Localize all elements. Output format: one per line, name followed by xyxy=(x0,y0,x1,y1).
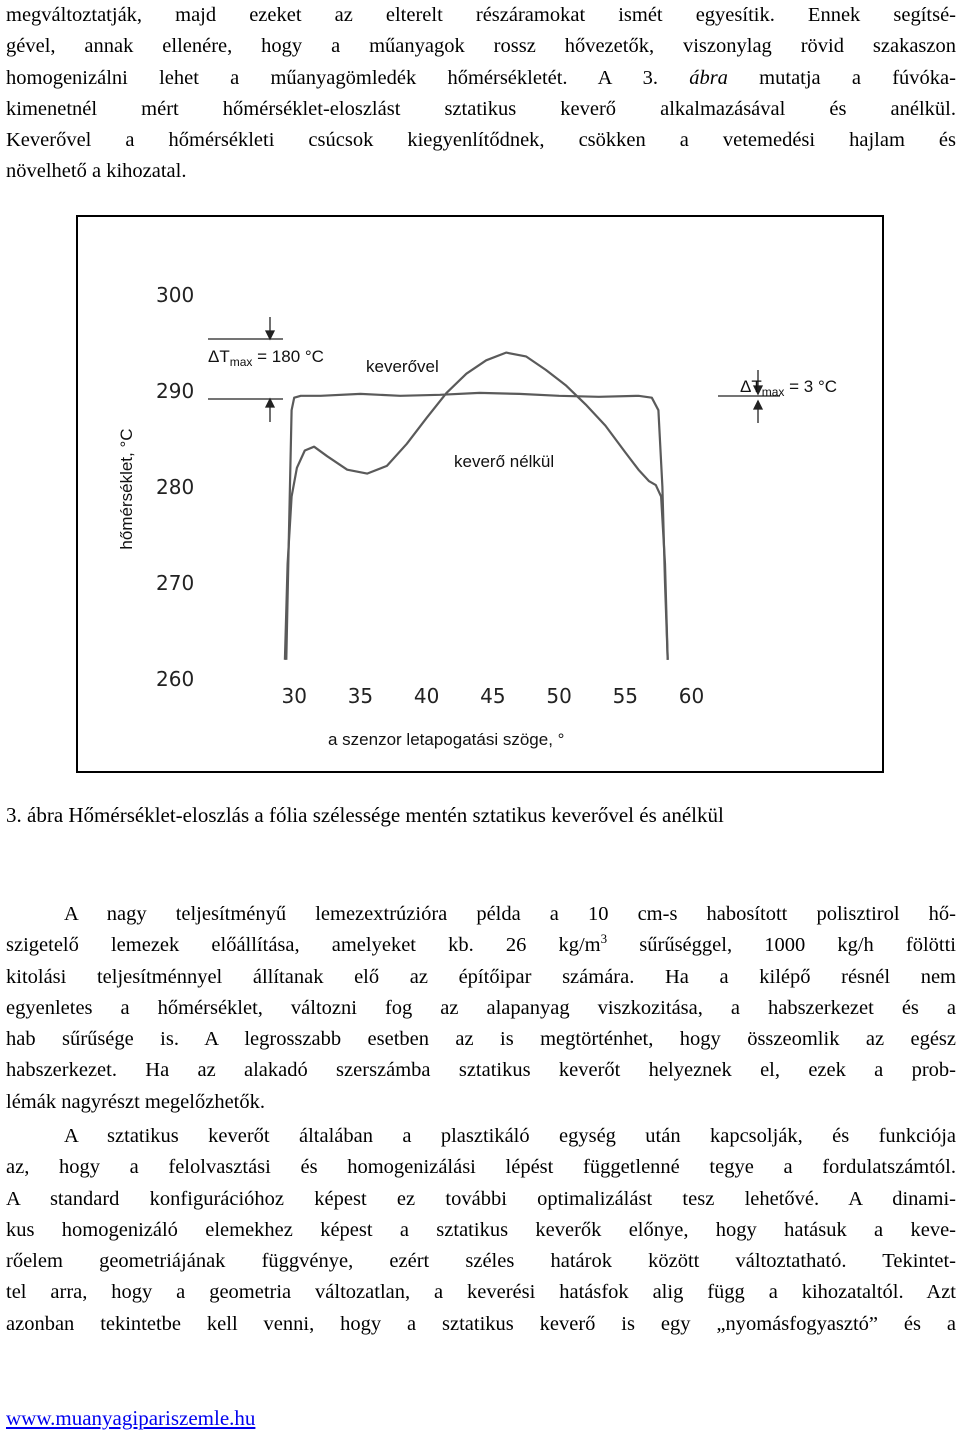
x-tick-label: 30 xyxy=(281,684,307,708)
delta-right-label: $\Delta T_{max} = 3$ °C xyxy=(740,377,838,399)
text-line: gével, annak ellenére, hogy a műanyagok rossz hővezetők, viszonylag rövid szakaszon xyxy=(6,35,956,58)
y-tick-label: 290 xyxy=(156,379,195,403)
text-line: kitolási teljesítménnyel állítanak elő az építőipar számára. Ha a kilépő résnél nem xyxy=(6,965,956,988)
text-line: habszerkezet. Ha az alakadó szerszámba sztatikus keverőt helyeznek el, ezek a prob- xyxy=(6,1059,956,1082)
x-tick-label: 55 xyxy=(612,684,639,708)
y-tick-label: 280 xyxy=(156,475,195,499)
text-line: egyenletes a hőmérséklet, változni fog az alapanyag viszkozitása, a habszerkezet és a xyxy=(6,996,956,1019)
text-line: rőelem geometriájának függvénye, ezért széles határok között változtatható. Tekintet- xyxy=(6,1250,956,1273)
temperature-chart xyxy=(78,217,882,771)
y-tick-label: 270 xyxy=(156,571,195,595)
text-line: az, hogy a felolvasztási és homogenizálási lépést függetlenné tegye a fordulatszámtól. xyxy=(6,1156,956,1179)
x-tick-label: 50 xyxy=(546,684,572,708)
figure-caption: 3. ábra Hőmérséklet-eloszlás a fólia szélessége mentén sztatikus keverővel és anélkül xyxy=(6,803,724,827)
body-paragraph-1 xyxy=(6,899,956,1118)
x-tick-label: 40 xyxy=(413,684,440,708)
body-paragraph-2 xyxy=(6,1121,956,1340)
y-tick-label: 300 xyxy=(156,283,195,307)
text-line: Keverővel a hőmérsékleti csúcsok kiegyenlítődnek, csökken a vetemedési hajlam és xyxy=(6,129,956,152)
plot-area xyxy=(168,275,778,719)
x-tick-label: 60 xyxy=(678,684,705,708)
y-tick-label: 260 xyxy=(156,667,195,691)
text-line: A nagy teljesítményű lemezextrúzióra példa a 10 cm-s habosított polisztirol hő- xyxy=(64,903,956,925)
text-line: A standard konfigurációhoz képest ez további optimalizálást tesz lehetővé. A dinami- xyxy=(6,1187,956,1210)
text-line: kimenetnél mért hőmérséklet-eloszlást sztatikus keverő alkalmazásával és anélkül. xyxy=(6,97,956,120)
footer-website-link[interactable]: www.muanyagipariszemle.hu xyxy=(6,1406,256,1430)
series-label-without-mixer: keverő nélkül xyxy=(454,452,555,471)
text-line: kus homogenizáló elemekhez képest a sztatikus keverők előnye, hogy hatásuk a keve- xyxy=(6,1218,956,1241)
text-line: tel arra, hogy a geometria változatlan, a keverési hatásfok alig függ a kihozataltól. Azt xyxy=(6,1281,956,1304)
y-axis-label: hőmérséklet, °C xyxy=(117,428,136,550)
figure-frame xyxy=(76,215,884,773)
delta-left-label: $\Delta T_{max} = 180$ °C xyxy=(208,347,324,369)
x-tick-label: 45 xyxy=(480,684,506,708)
text-line: növelhető a kihozatal. xyxy=(6,160,187,183)
x-axis-label: a szenzor letapogatási szöge, ° xyxy=(328,730,565,749)
plot-background xyxy=(168,275,778,719)
text-line: lémák nagyrészt megelőzhetők. xyxy=(6,1090,265,1113)
text-line: hab sűrűsége is. A legrosszabb esetben az is megtörténhet, hogy összeomlik az egész xyxy=(6,1028,956,1051)
text-line: azonban tekintetbe kell venni, hogy a sztatikus keverő is egy „nyomásfogyasztó” és a xyxy=(6,1312,956,1335)
x-tick-label: 35 xyxy=(347,684,374,708)
series-label-with-mixer: keverővel xyxy=(366,357,439,376)
text-line: A sztatikus keverőt általában a plasztikáló egység után kapcsolják, és funkciója xyxy=(64,1125,956,1147)
text-line: megváltoztatják, majd ezeket az elterelt részáramokat ismét egyesítik. Ennek segítsé- xyxy=(6,4,956,26)
text-line: homogenizálni lehet a műanyagömledék hőmérsékletét. A 3. ábra mutatja a fúvóka- xyxy=(6,66,956,89)
superscript: 3 xyxy=(600,931,608,947)
text-line: szigetelő lemezek előállítása, amelyeket kb. 26 $kg/m^3$ sűrűséggel, 1000 kg/h fölötti xyxy=(6,931,957,957)
intro-paragraph xyxy=(6,0,956,188)
figure-reference: ábra xyxy=(689,66,728,89)
